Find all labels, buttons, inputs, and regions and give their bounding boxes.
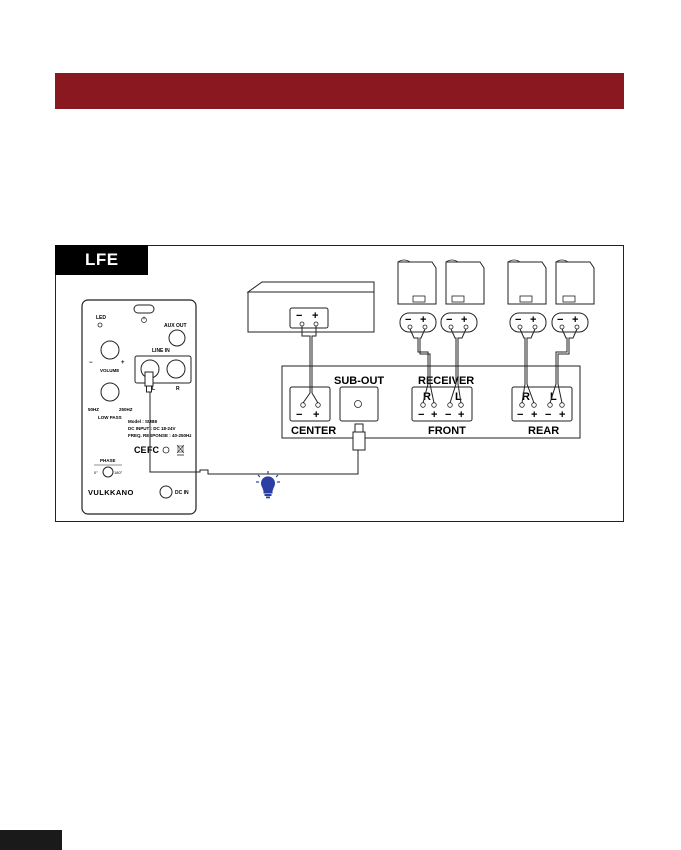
lightbulb-icon: [256, 471, 280, 498]
receiver-panel: [282, 366, 580, 438]
receiver-label: RECEIVER: [418, 375, 475, 387]
svg-text:L: L: [455, 391, 462, 403]
svg-text:−: −: [515, 314, 522, 326]
svg-text:+: +: [312, 310, 319, 322]
svg-text:−: −: [557, 314, 564, 326]
svg-text:+: +: [458, 409, 465, 421]
svg-text:R: R: [522, 391, 530, 403]
svg-text:−: −: [445, 409, 452, 421]
svg-text:−: −: [545, 409, 552, 421]
speaker-terminals: [400, 313, 588, 332]
fc-mark: FC: [147, 445, 159, 455]
center-speaker: [248, 282, 374, 332]
volume-label: VOLUME: [100, 368, 120, 373]
subwoofer-back-panel: [82, 300, 196, 514]
led-label: LED: [96, 315, 106, 321]
lowpass-min-label: 50HZ: [88, 407, 100, 412]
svg-text:+: +: [559, 409, 566, 421]
line-in-label: LINE IN: [152, 348, 170, 354]
svg-text:+: +: [530, 314, 537, 326]
line-in-right-label: R: [176, 386, 180, 392]
phase-min-label: 0°: [94, 470, 98, 475]
svg-text:−: −: [296, 409, 303, 421]
svg-text:−: −: [418, 409, 425, 421]
lowpass-label: LOW PASS: [98, 415, 122, 420]
phase-label: PHASE: [100, 458, 116, 463]
ce-mark: CE: [134, 445, 147, 455]
front-label: FRONT: [428, 425, 466, 437]
page-corner-tab: [0, 830, 62, 850]
svg-text:−: −: [446, 314, 453, 326]
freq-response-line: FREQ. RESPONSE : 40-250Hz: [128, 433, 192, 438]
svg-text:R: R: [423, 391, 431, 403]
brand-logo: VULKKANO: [88, 488, 134, 497]
dc-in-label: DC IN: [175, 490, 189, 496]
svg-text:L: L: [550, 391, 557, 403]
svg-text:+: +: [431, 409, 438, 421]
rear-label: REAR: [528, 425, 560, 437]
rca-plug-subwoofer: [145, 372, 156, 392]
aux-out-label: AUX OUT: [164, 323, 187, 329]
satellite-speakers: [398, 260, 594, 304]
center-label: CENTER: [291, 425, 337, 437]
volume-plus: +: [121, 360, 125, 366]
svg-text:−: −: [517, 409, 524, 421]
rca-plug-receiver: [353, 424, 365, 450]
svg-text:−: −: [405, 314, 412, 326]
svg-text:+: +: [572, 314, 579, 326]
svg-text:+: +: [420, 314, 427, 326]
lowpass-max-label: 250HZ: [119, 407, 133, 412]
dc-input-line: DC INPUT : DC 18-24V: [128, 426, 176, 431]
volume-minus: −: [89, 360, 93, 366]
svg-text:+: +: [313, 409, 320, 421]
model-line: Model : SUB8: [128, 419, 158, 424]
line-in-left-label: L: [152, 386, 156, 392]
svg-text:+: +: [461, 314, 468, 326]
svg-text:+: +: [531, 409, 538, 421]
phase-max-label: 180°: [114, 470, 123, 475]
svg-text:−: −: [296, 310, 303, 322]
lfe-tab-label: LFE: [85, 250, 119, 269]
sub-out-label: SUB-OUT: [334, 375, 385, 387]
